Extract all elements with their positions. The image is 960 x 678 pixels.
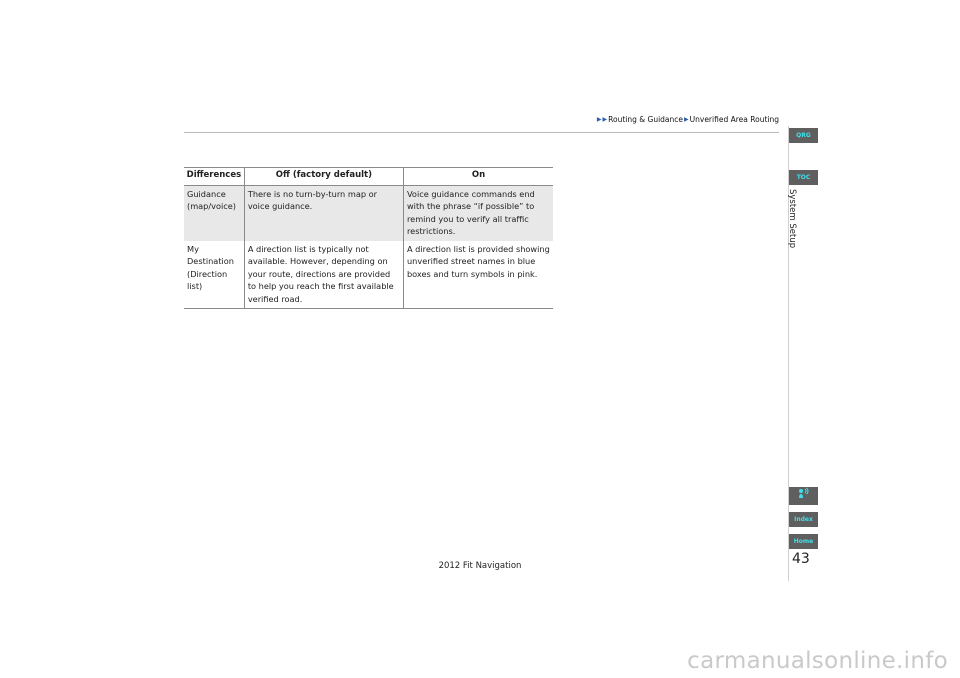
breadcrumb-arrow-icon: ▶	[684, 116, 689, 123]
table-row	[184, 185, 553, 241]
breadcrumb	[597, 115, 779, 124]
row-label: Guidance (map/voice)	[184, 185, 244, 241]
differences-table	[184, 167, 553, 309]
voice-command-icon	[797, 487, 811, 499]
column-header-differences: Differences	[184, 168, 244, 186]
breadcrumb-arrow-icon: ▶	[602, 116, 608, 123]
home-button[interactable]: Home	[789, 534, 818, 549]
watermark: carmanualsonline.info	[687, 648, 948, 674]
page-number: 43	[792, 551, 810, 567]
footer-title: 2012 Fit Navigation	[438, 561, 522, 571]
breadcrumb-item-routing-guidance[interactable]: Routing & Guidance	[608, 115, 684, 124]
index-button[interactable]: Index	[789, 512, 818, 527]
on-cell: Voice guidance commands end with the phrase “if possible” to remind you to verify all traffic restrictions.	[403, 185, 553, 241]
breadcrumb-arrow-icon: ▶	[596, 116, 602, 123]
section-title: System Setup	[787, 189, 797, 249]
voice-command-button[interactable]	[789, 487, 818, 505]
table-header-row	[184, 168, 553, 186]
off-cell: A direction list is typically not available. However, depending on your route, directions are provided to help you reach the first available verified road.	[244, 241, 403, 309]
column-header-off: Off (factory default)	[244, 168, 403, 186]
breadcrumb-item-unverified-area-routing[interactable]: Unverified Area Routing	[689, 115, 779, 124]
on-cell: A direction list is provided showing unverified street names in blue boxes and turn symbols in pink.	[403, 241, 553, 309]
header-divider	[184, 132, 779, 133]
column-header-on: On	[403, 168, 553, 186]
off-cell: There is no turn-by-turn map or voice guidance.	[244, 185, 403, 241]
qrg-button[interactable]: QRG	[789, 128, 818, 143]
table-row	[184, 241, 553, 309]
row-label: My Destination (Direction list)	[184, 241, 244, 309]
toc-button[interactable]: TOC	[789, 170, 818, 185]
